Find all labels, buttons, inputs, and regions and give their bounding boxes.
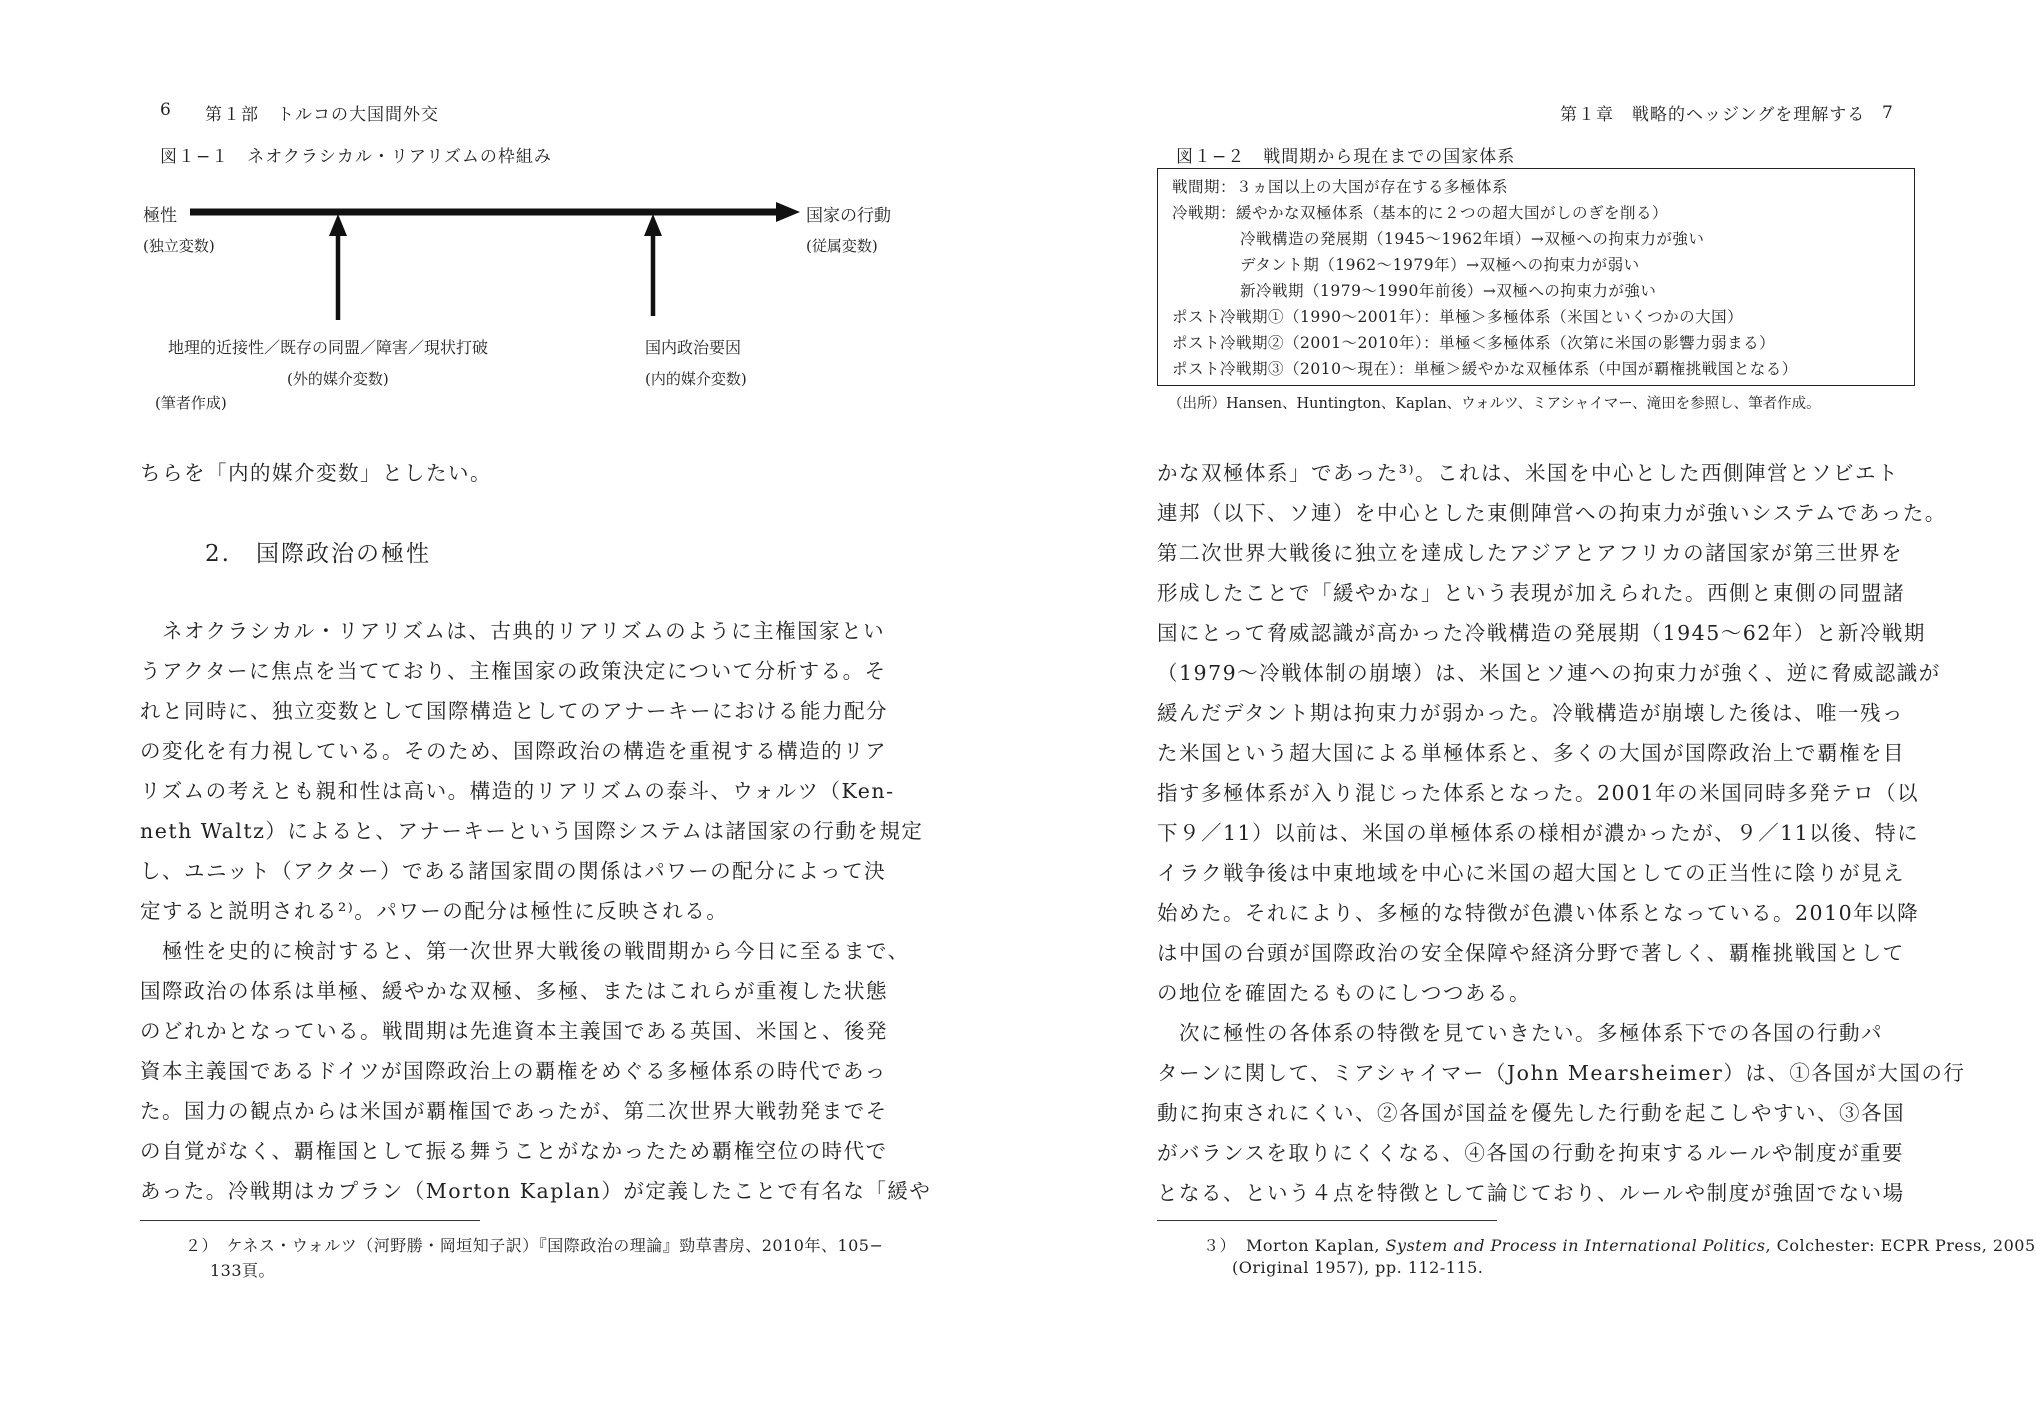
right-text-line: （1979〜冷戦体制の崩壊）は、米国とソ連への拘束力が強く、逆に脅威認識が: [1157, 661, 1941, 685]
internal-variable-sublabel: (内的媒介変数): [645, 370, 747, 388]
left-text-line: リズムの考えとも親和性は高い。構造的リアリズムの泰斗、ウォルツ（Ken-: [140, 779, 895, 803]
figure-1-1-source: (筆者作成): [155, 394, 227, 412]
axis-left-label: 極性: [143, 206, 177, 226]
right-text-line: イラク戦争後は中東地域を中心に米国の超大国としての正当性に陰りが見え: [1157, 861, 1905, 885]
left-running-header: 第１部 トルコの大国間外交: [205, 105, 439, 125]
right-text-line: 次に極性の各体系の特徴を見ていきたい。多極体系下での各国の行動パ: [1157, 1021, 1883, 1045]
left-text-line: neth Waltz）によると、アナーキーという国際システムは諸国家の行動を規定: [140, 819, 924, 843]
right-text-line: 連邦（以下、ソ連）を中心とした東側陣営への拘束力が強いシステムであった。: [1157, 501, 1947, 525]
left-text-line: の変化を有力視している。そのため、国際政治の構造を重視する構造的リア: [140, 739, 888, 763]
left-text-line: 国際政治の体系は単極、緩やかな双極、多極、またはこれらが重複した状態: [140, 979, 888, 1003]
left-page-number: 6: [160, 100, 172, 120]
left-text-line: 資本主義国であるドイツが国際政治上の覇権をめぐる多極体系の時代であっ: [140, 1059, 887, 1083]
right-text-line: ターンに関して、ミアシャイマー（John Mearsheimer）は、①各国が大国の行: [1157, 1061, 1966, 1085]
right-running-header: 第１章 戦略的ヘッジングを理解する: [1560, 105, 1866, 125]
right-text-line: 動に拘束されにくい、②各国が国益を優先した行動を起こしやすい、③各国: [1157, 1101, 1905, 1125]
left-lead-line: ちらを「内的媒介変数」としたい。: [140, 461, 492, 485]
system-line-post-coldwar-3: ポスト冷戦期③（2010〜現在）：単極＞緩やかな双極体系（中国が覇権挑戦国となる）: [1172, 360, 1798, 378]
right-text-line: 国にとって脅威認識が高かった冷戦構造の発展期（1945〜62年）と新冷戦期: [1157, 621, 1926, 645]
right-text-line: となる、という４点を特徴として論じており、ルールや制度が強固でない場: [1157, 1181, 1905, 1205]
right-text-line: 指す多極体系が入り混じった体系となった。2001年の米国同時多発テロ（以: [1157, 781, 1920, 805]
left-text-line: ネオクラシカル・リアリズムは、古典的リアリズムのように主権国家とい: [140, 619, 886, 643]
right-text-line: は中国の台頭が国際政治の安全保障や経済分野で著しく、覇権挑戦国として: [1157, 941, 1905, 965]
left-text-line: 極性を史的に検討すると、第一次世界大戦後の戦間期から今日に至るまで、: [140, 939, 910, 963]
left-text-line: れと同時に、独立変数として国際構造としてのアナーキーにおける能力配分: [140, 699, 888, 723]
left-text-line: 定すると説明される²⁾。パワーの配分は極性に反映される。: [140, 899, 729, 923]
footnote-title: System and Process in International Politics: [1385, 1236, 1766, 1255]
footnote-publisher: , Colchester: ECPR Press, 2005: [1765, 1236, 2036, 1255]
left-text-line: うアクターに焦点を当てており、主権国家の政策決定について分析する。そ: [140, 659, 887, 683]
left-text-line: し、ユニット（アクター）である諸国家間の関係はパワーの配分によって決: [140, 859, 887, 883]
left-text-line: あった。冷戦期はカプラン（Morton Kaplan）が定義したことで有名な「緩や: [140, 1179, 932, 1203]
internal-variable-label: 国内政治要因: [645, 338, 742, 357]
left-text-line: た。国力の観点からは米国が覇権国であったが、第二次世界大戦勃発までそ: [140, 1099, 888, 1123]
axis-right-sublabel: (従属変数): [806, 237, 878, 255]
external-variable-label: 地理的近接性／既存の同盟／障害／現状打破: [168, 338, 489, 357]
right-footnote-line-2: (Original 1957), pp. 112-115.: [1232, 1258, 1484, 1277]
figure-1-1-caption: 図１−１ ネオクラシカル・リアリズムの枠組み: [160, 147, 552, 167]
left-text-line: のどれかとなっている。戦間期は先進資本主義国である英国、米国と、後発: [140, 1019, 888, 1043]
system-line-post-coldwar-1: ポスト冷戦期①（1990〜2001年）：単極＞多極体系（米国といくつかの大国）: [1172, 308, 1744, 326]
right-text-line: 始めた。それにより、多極的な特徴が色濃い体系となっている。2010年以降: [1157, 901, 1920, 925]
left-footnote-line-1: ２） ケネス・ウォルツ（河野勝・岡垣知子訳）『国際政治の理論』勁草書房、2010年、105−: [185, 1236, 884, 1255]
system-line-new-coldwar: 新冷戦期（1979〜1990年前後）→双極への拘束力が強い: [1240, 282, 1657, 300]
system-line-post-coldwar-2: ポスト冷戦期②（2001〜2010年）：単極＜多極体系（次第に米国の影響力弱まる）: [1172, 334, 1776, 352]
left-text-line: の自覚がなく、覇権国として振る舞うことがなかったため覇権空位の時代で: [140, 1139, 888, 1163]
axis-left-sublabel: (独立変数): [143, 237, 215, 255]
right-footnote-rule: [1157, 1220, 1497, 1221]
right-text-line: がバランスを取りにくくなる、④各国の行動を拘束するルールや制度が重要: [1157, 1141, 1904, 1165]
left-footnote-rule: [140, 1220, 480, 1221]
right-text-line: の地位を確固たるものにしつつある。: [1157, 981, 1531, 1005]
section-heading: 2. 国際政治の極性: [205, 541, 431, 567]
right-text-line: かな双極体系」であった³⁾。これは、米国を中心とした西側陣営とソビエト: [1157, 461, 1900, 485]
right-footnote-line-1: [1203, 1233, 2036, 1256]
external-variable-sublabel: (外的媒介変数): [287, 370, 389, 388]
figure-1-2-caption: 図１−２ 戦間期から現在までの国家体系: [1176, 147, 1516, 167]
footnote-number: ３）: [1203, 1236, 1237, 1255]
system-line-coldwar-development: 冷戦構造の発展期（1945〜1962年頃）→双極への拘束力が強い: [1240, 230, 1705, 248]
footnote-author: Morton Kaplan,: [1246, 1236, 1386, 1255]
right-text-line: 第二次世界大戦後に独立を達成したアジアとアフリカの諸国家が第三世界を: [1157, 541, 1904, 565]
right-text-line: た米国という超大国による単極体系と、多くの大国が国際政治上で覇権を目: [1157, 741, 1905, 765]
right-text-line: 緩んだデタント期は拘束力が弱かった。冷戦構造が崩壊した後は、唯一残っ: [1157, 701, 1904, 725]
figure-1-1-diagram: [140, 190, 900, 340]
figure-1-2-source: （出所）Hansen、Huntington、Kaplan、ウォルツ、ミアシャイマー、滝田を参照し、筆者作成。: [1168, 396, 1821, 412]
right-text-line: 下９／11）以前は、米国の単極体系の様相が濃かったが、９／11以後、特に: [1157, 821, 1920, 845]
right-page-number: 7: [1882, 103, 1894, 123]
axis-right-label: 国家の行動: [806, 206, 891, 226]
system-line-coldwar: 冷戦期：緩やかな双極体系（基本的に２つの超大国がしのぎを削る）: [1172, 204, 1669, 222]
left-footnote-line-2: 133頁。: [210, 1261, 276, 1280]
system-line-detente: デタント期（1962〜1979年）→双極への拘束力が弱い: [1240, 256, 1640, 274]
system-line-interwar: 戦間期：３ヵ国以上の大国が存在する多極体系: [1172, 178, 1509, 196]
right-text-line: 形成したことで「緩やかな」という表現が加えられた。西側と東側の同盟諸: [1157, 581, 1905, 605]
